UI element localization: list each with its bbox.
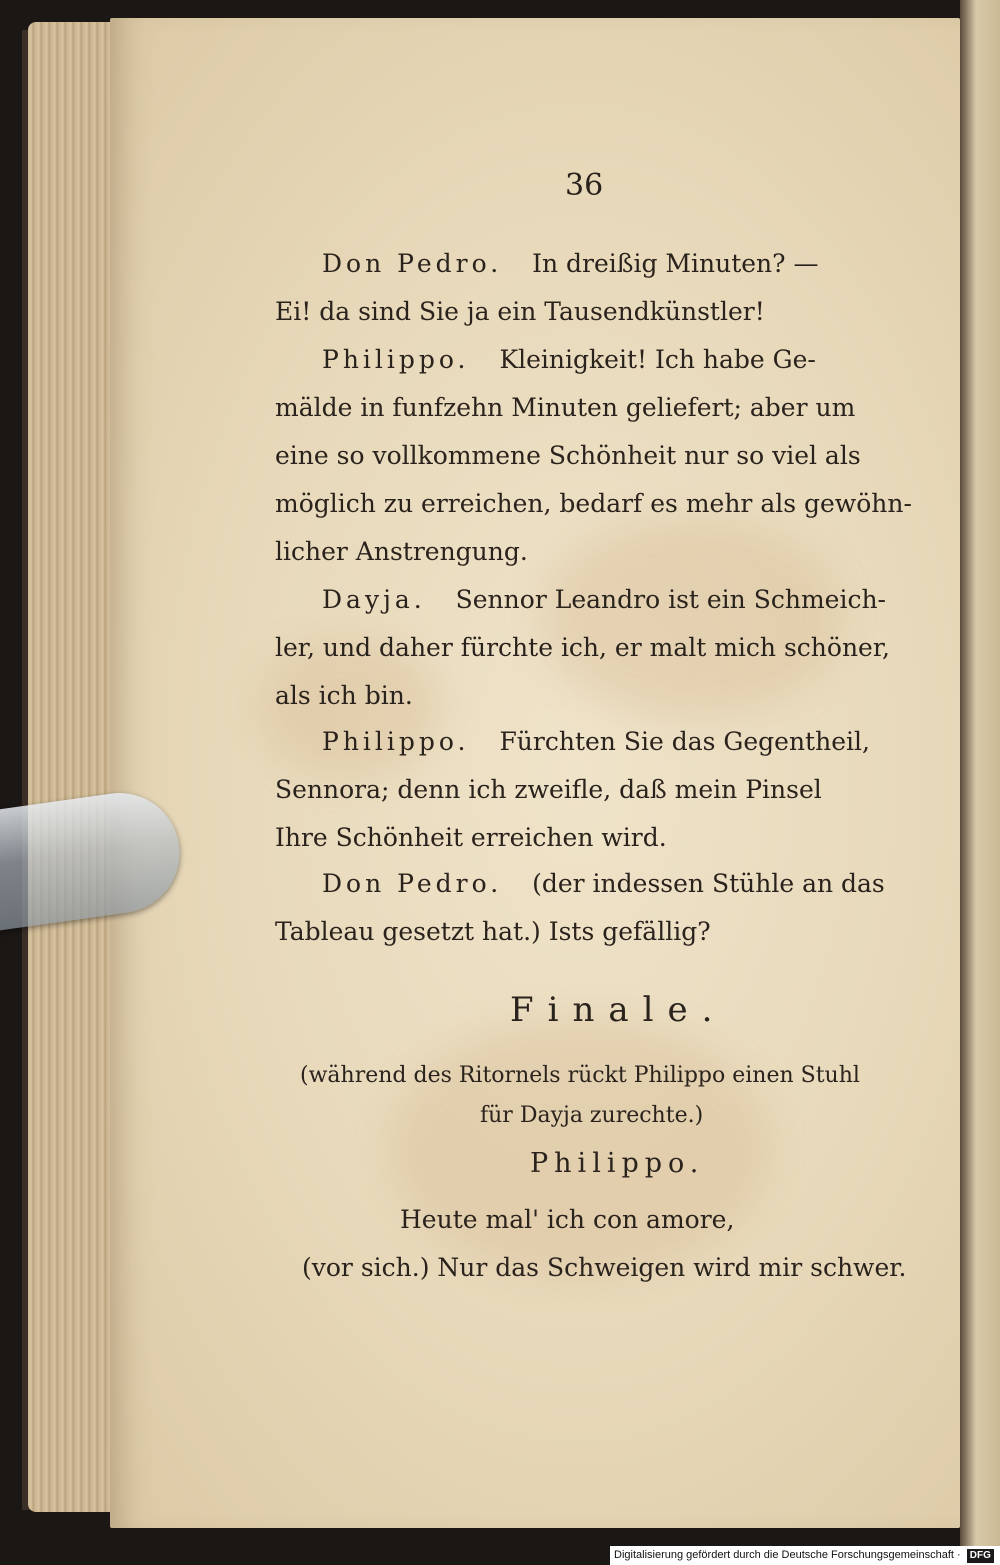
paragraph-line: Ei! da sind Sie ja ein Tausendkünstler! bbox=[275, 297, 765, 326]
paragraph-line: Sennora; denn ich zweifle, daß mein Pinsel bbox=[275, 775, 822, 804]
next-page-edge bbox=[960, 0, 1000, 1565]
dialogue-text: Sennor Leandro ist ein Schmeich- bbox=[455, 585, 886, 614]
stage-direction: (während des Ritornels rückt Philippo einen Stuhl bbox=[300, 1063, 860, 1088]
paragraph-line bbox=[322, 240, 819, 288]
paragraph-line: Tableau gesetzt hat.) Ists gefällig? bbox=[275, 917, 711, 946]
digitization-footer bbox=[610, 1546, 1000, 1565]
verse-line: (vor sich.) Nur das Schweigen wird mir schwer. bbox=[302, 1253, 907, 1282]
paragraph-line: als ich bin. bbox=[275, 681, 413, 710]
paragraph-line: licher Anstrengung. bbox=[275, 537, 528, 566]
paragraph-line: Ihre Schönheit erreichen wird. bbox=[275, 823, 667, 852]
paragraph-line: mälde in funfzehn Minuten geliefert; aber um bbox=[275, 393, 856, 422]
speaker-name: Philippo. bbox=[322, 727, 470, 756]
paragraph-line bbox=[322, 576, 886, 624]
stage-direction: für Dayja zurechte.) bbox=[480, 1103, 704, 1128]
dfg-logo: DFG bbox=[967, 1549, 994, 1563]
verse-line: Heute mal' ich con amore, bbox=[400, 1205, 735, 1234]
footer-text: Digitalisierung gefördert durch die Deutsche Forschungsgemeinschaft · bbox=[614, 1549, 961, 1561]
dialogue-text: Fürchten Sie das Gegentheil, bbox=[499, 727, 870, 756]
speaker-name: Don Pedro. bbox=[322, 869, 503, 898]
paragraph-line: möglich zu erreichen, bedarf es mehr als gewöhn- bbox=[275, 489, 912, 518]
speaker-name: Philippo. bbox=[322, 345, 470, 374]
page-number: 36 bbox=[565, 168, 604, 203]
speaker-name: Don Pedro. bbox=[322, 249, 503, 278]
speaker-name: Dayja. bbox=[322, 585, 426, 614]
paragraph-line bbox=[322, 718, 870, 766]
dialogue-text: Kleinigkeit! Ich habe Ge- bbox=[499, 345, 816, 374]
dialogue-text: In dreißig Minuten? — bbox=[532, 249, 819, 278]
paragraph-line: ler, und daher fürchte ich, er malt mich schöner, bbox=[275, 633, 891, 662]
singer-name: Philippo. bbox=[530, 1148, 705, 1179]
paragraph-line bbox=[322, 860, 885, 908]
paragraph-line: eine so vollkommene Schönheit nur so viel als bbox=[275, 441, 861, 470]
paragraph-line bbox=[322, 336, 816, 384]
finale-heading: Finale. bbox=[510, 990, 727, 1030]
stage-direction: (der indessen Stühle an das bbox=[532, 869, 885, 898]
